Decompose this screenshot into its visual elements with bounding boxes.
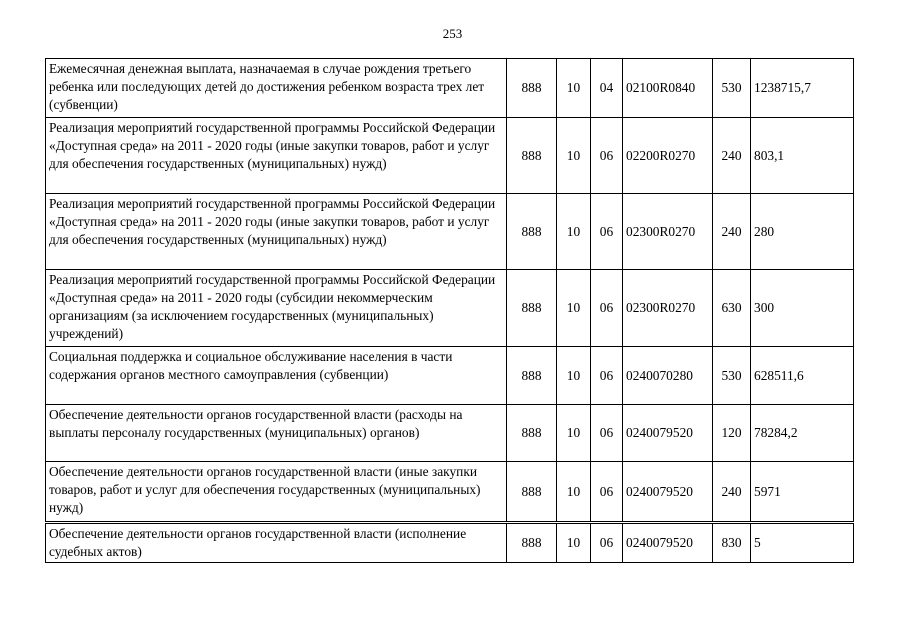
target-article-code: 0240070280 bbox=[623, 347, 713, 405]
table-row bbox=[46, 523, 854, 563]
expense-type-code: 120 bbox=[713, 405, 751, 462]
target-article-code: 0240079520 bbox=[623, 462, 713, 523]
row-description: Обеспечение деятельности органов государственной власти (иные закупки товаров, работ и услуг для обеспечения государственных (муниципальных) нужд) bbox=[46, 462, 507, 523]
row-description: Реализация мероприятий государственной программы Российской Федерации «Доступная среда» на 2011 - 2020 годы (иные закупки товаров, работ и услуг для обеспечения государственных (муниципальных) нужд) bbox=[46, 118, 507, 194]
subsection-code: 06 bbox=[591, 523, 623, 563]
row-description: Обеспечение деятельности органов государственной власти (исполнение судебных актов) bbox=[46, 523, 507, 563]
expense-type-code: 530 bbox=[713, 347, 751, 405]
subsection-code: 06 bbox=[591, 270, 623, 347]
expense-type-code: 240 bbox=[713, 194, 751, 270]
ministry-code: 888 bbox=[507, 405, 557, 462]
ministry-code: 888 bbox=[507, 347, 557, 405]
row-description: Реализация мероприятий государственной программы Российской Федерации «Доступная среда» на 2011 - 2020 годы (субсидии некоммерческим организациям (за исключением государственных (муниципальных) учреждений) bbox=[46, 270, 507, 347]
expense-type-code: 630 bbox=[713, 270, 751, 347]
page-number: 253 bbox=[442, 26, 463, 41]
amount: 78284,2 bbox=[751, 405, 854, 462]
expense-type-code: 830 bbox=[713, 523, 751, 563]
table-row bbox=[46, 462, 854, 523]
amount: 628511,6 bbox=[751, 347, 854, 405]
ministry-code: 888 bbox=[507, 270, 557, 347]
section-code: 10 bbox=[557, 405, 591, 462]
subsection-code: 06 bbox=[591, 347, 623, 405]
table-row bbox=[46, 59, 854, 118]
section-code: 10 bbox=[557, 118, 591, 194]
subsection-code: 04 bbox=[591, 59, 623, 118]
ministry-code: 888 bbox=[507, 59, 557, 118]
table-row bbox=[46, 270, 854, 347]
subsection-code: 06 bbox=[591, 194, 623, 270]
table-row bbox=[46, 194, 854, 270]
expense-type-code: 530 bbox=[713, 59, 751, 118]
row-description: Социальная поддержка и социальное обслуживание населения в части содержания органов местного самоуправления (субвенции) bbox=[46, 347, 507, 405]
ministry-code: 888 bbox=[507, 118, 557, 194]
table-row bbox=[46, 405, 854, 462]
amount: 5 bbox=[751, 523, 854, 563]
row-description: Реализация мероприятий государственной программы Российской Федерации «Доступная среда» на 2011 - 2020 годы (иные закупки товаров, работ и услуг для обеспечения государственных (муниципальных) нужд) bbox=[46, 194, 507, 270]
amount: 300 bbox=[751, 270, 854, 347]
amount: 280 bbox=[751, 194, 854, 270]
target-article-code: 02200R0270 bbox=[623, 118, 713, 194]
ministry-code: 888 bbox=[507, 194, 557, 270]
amount: 803,1 bbox=[751, 118, 854, 194]
target-article-code: 02100R0840 bbox=[623, 59, 713, 118]
section-code: 10 bbox=[557, 462, 591, 523]
section-code: 10 bbox=[557, 523, 591, 563]
row-description: Обеспечение деятельности органов государственной власти (расходы на выплаты персоналу государственных (муниципальных) органов) bbox=[46, 405, 507, 462]
table-row bbox=[46, 118, 854, 194]
amount: 1238715,7 bbox=[751, 59, 854, 118]
section-code: 10 bbox=[557, 270, 591, 347]
target-article-code: 0240079520 bbox=[623, 523, 713, 563]
subsection-code: 06 bbox=[591, 118, 623, 194]
section-code: 10 bbox=[557, 59, 591, 118]
section-code: 10 bbox=[557, 194, 591, 270]
expense-type-code: 240 bbox=[713, 462, 751, 523]
target-article-code: 0240079520 bbox=[623, 405, 713, 462]
target-article-code: 02300R0270 bbox=[623, 270, 713, 347]
subsection-code: 06 bbox=[591, 405, 623, 462]
row-description: Ежемесячная денежная выплата, назначаемая в случае рождения третьего ребенка или последующих детей до достижения ребенком возраста трех лет (субвенции) bbox=[46, 59, 507, 118]
ministry-code: 888 bbox=[507, 523, 557, 563]
table-row bbox=[46, 347, 854, 405]
budget-table bbox=[45, 58, 854, 563]
ministry-code: 888 bbox=[507, 462, 557, 523]
target-article-code: 02300R0270 bbox=[623, 194, 713, 270]
expense-type-code: 240 bbox=[713, 118, 751, 194]
section-code: 10 bbox=[557, 347, 591, 405]
amount: 5971 bbox=[751, 462, 854, 523]
subsection-code: 06 bbox=[591, 462, 623, 523]
